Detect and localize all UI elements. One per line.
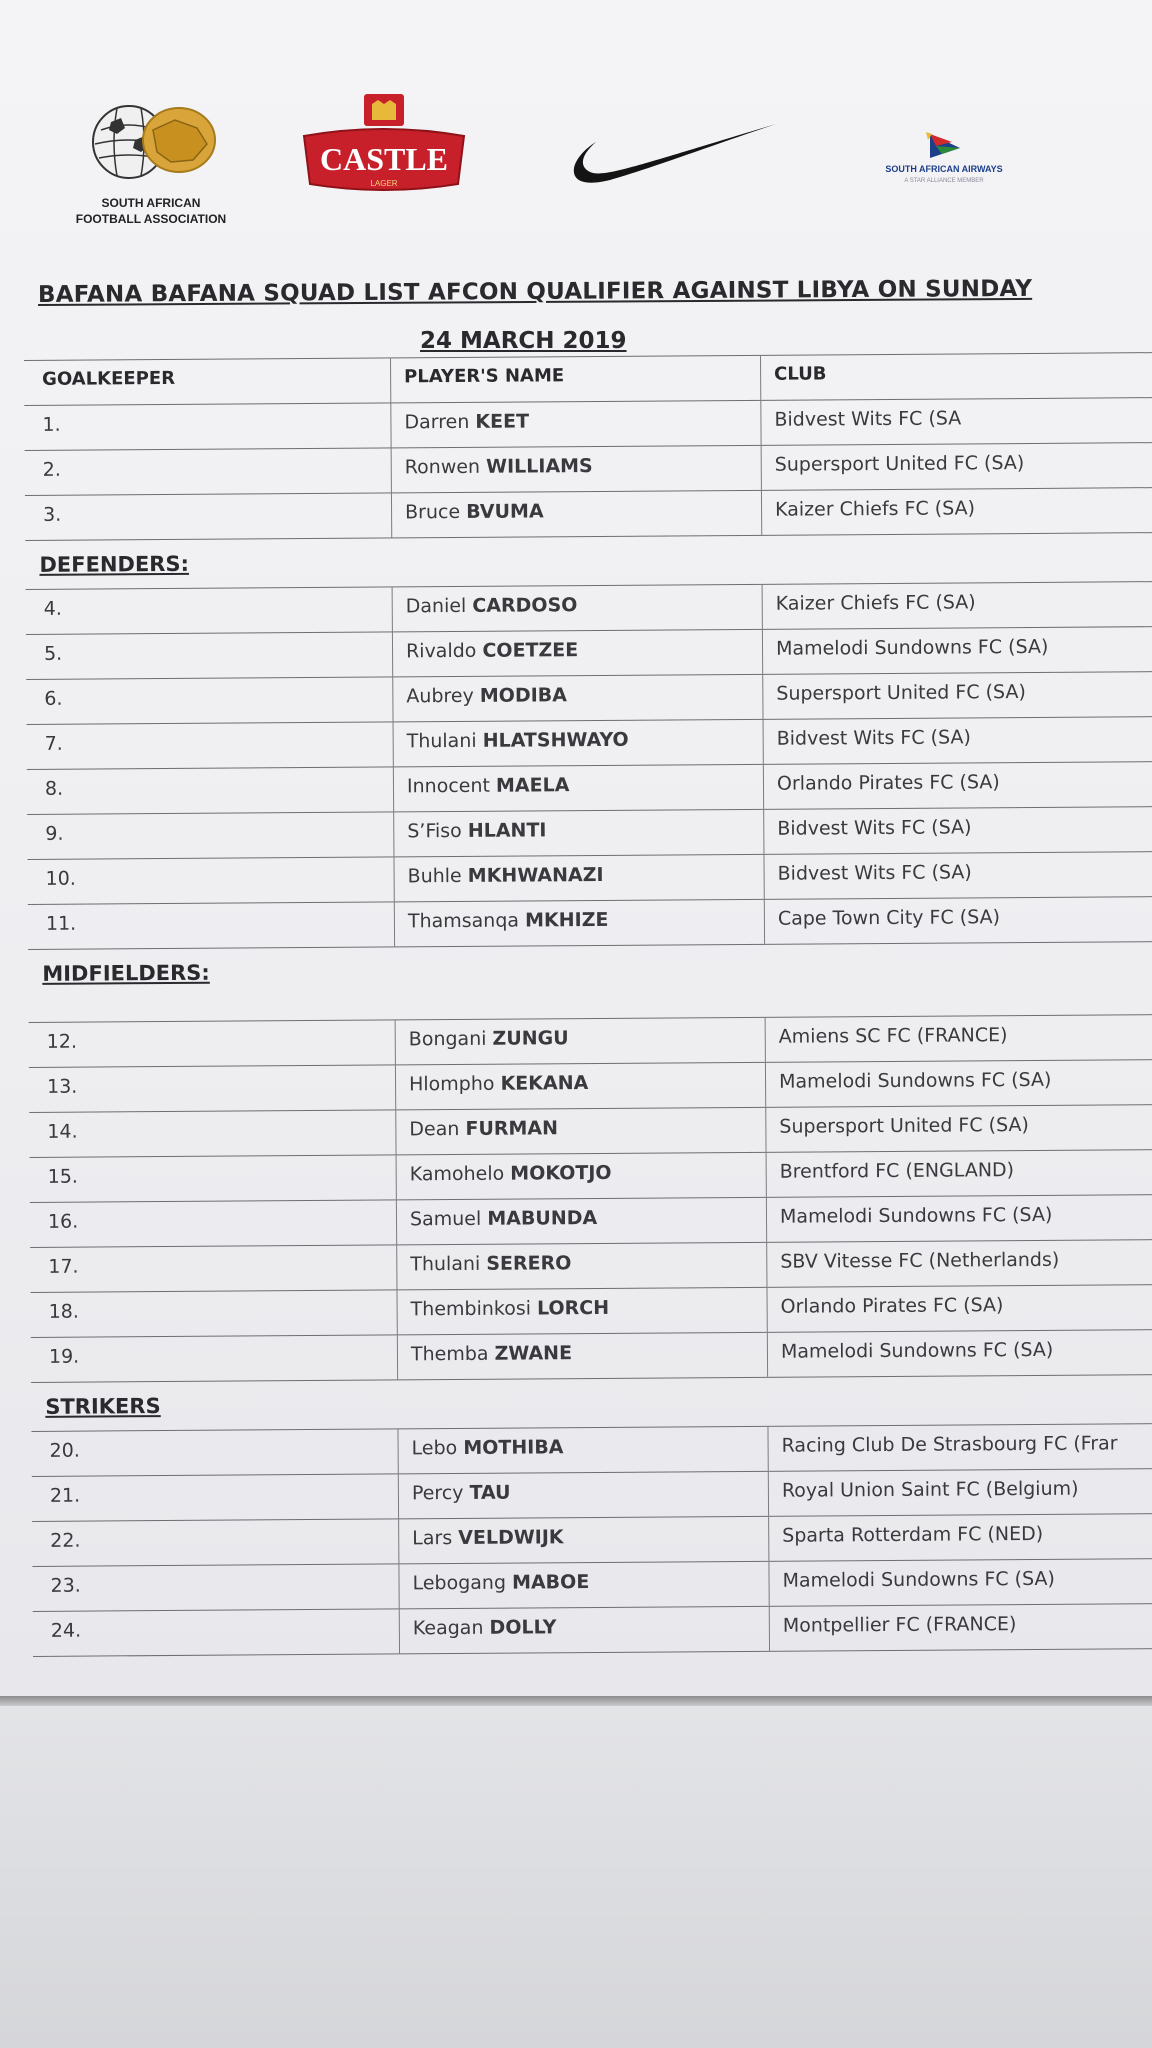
table-row [27, 807, 1152, 860]
section-midfielders [28, 942, 1152, 1023]
player-first-name: Thulani [410, 1252, 481, 1276]
player-number: 1. [42, 413, 61, 436]
player-number: 18. [48, 1300, 79, 1323]
player-name [410, 1207, 597, 1230]
player-name [407, 819, 546, 842]
player-surname: ZUNGU [492, 1027, 569, 1050]
nike-swoosh-icon [566, 118, 780, 198]
player-number: 19. [48, 1345, 80, 1368]
player-name [405, 500, 544, 523]
player-surname: KEET [475, 410, 530, 433]
player-surname: MABUNDA [487, 1207, 598, 1230]
player-name [409, 1072, 588, 1095]
table-row [30, 1240, 1152, 1293]
player-first-name: Ronwen [404, 455, 481, 479]
table-row [29, 1060, 1152, 1113]
striker-rows [31, 1424, 1152, 1657]
player-surname: MAELA [495, 774, 570, 797]
player-surname: MOTHIBA [463, 1436, 564, 1459]
player-club: SBV Vitesse FC (Netherlands) [780, 1248, 1060, 1273]
table-row [29, 1105, 1152, 1158]
player-first-name: Buhle [407, 864, 462, 888]
background-surface [0, 1706, 1152, 2048]
table-row [29, 1015, 1152, 1068]
player-number: 15. [47, 1165, 78, 1188]
player-club: Montpellier FC (FRANCE) [782, 1613, 1017, 1637]
table-row [31, 1285, 1152, 1338]
player-name [409, 1117, 558, 1140]
player-club: Bidvest Wits FC (SA) [776, 726, 971, 750]
castle-wordmark: CASTLE [319, 141, 449, 177]
table-row [26, 672, 1152, 725]
player-first-name: S’Fiso [407, 819, 462, 843]
table-row [30, 1195, 1152, 1248]
player-name [409, 1027, 569, 1050]
player-surname: BVUMA [466, 500, 544, 523]
player-first-name: Thembinkosi [410, 1297, 532, 1321]
player-first-name: Innocent [406, 774, 497, 798]
player-first-name: Darren [404, 410, 470, 434]
nike-logo [566, 118, 780, 198]
player-club: Racing Club De Strasbourg FC (Frar [781, 1432, 1118, 1457]
sponsor-logos [0, 90, 1152, 230]
player-name [408, 864, 604, 887]
saa-name: SOUTH AFRICAN AIRWAYS [885, 164, 1003, 174]
table-row [25, 488, 1152, 541]
player-name [406, 684, 567, 707]
castle-sub-wordmark: LAGER [370, 179, 398, 188]
section-strikers [31, 1375, 1152, 1432]
player-club: Mamelodi Sundowns FC (SA) [778, 1068, 1052, 1093]
player-number: 6. [44, 687, 63, 710]
player-name [413, 1616, 557, 1639]
player-number: 4. [43, 597, 62, 620]
player-club: Cape Town City FC (SA) [777, 906, 1001, 930]
player-club: Supersport United FC (SA) [779, 1114, 1029, 1138]
player-first-name: Lebo [411, 1437, 458, 1460]
midfielders-heading: MIDFIELDERS: [42, 960, 210, 986]
player-club: Royal Union Saint FC (Belgium) [781, 1477, 1079, 1502]
player-number: 11. [45, 912, 77, 935]
player-first-name: Daniel [405, 594, 467, 618]
player-club: Supersport United FC (SA) [774, 452, 1025, 476]
squad-table [24, 352, 1152, 1657]
header-club: CLUB [774, 363, 827, 385]
player-first-name: Lebogang [412, 1571, 507, 1595]
player-surname: HLATSHWAYO [482, 728, 629, 752]
player-name [411, 1297, 610, 1320]
document-title: BAFANA BAFANA SQUAD LIST AFCON QUALIFIER AGAINST LIBYA ON SUNDAY [37, 275, 1033, 308]
player-club: Orlando Pirates FC (SA) [776, 771, 1000, 795]
midfielder-rows [29, 1015, 1152, 1383]
player-name [407, 729, 629, 753]
table-row [27, 762, 1152, 815]
document-date: 24 MARCH 2019 [420, 328, 627, 354]
table-row [31, 1330, 1152, 1383]
player-first-name: Keagan [412, 1616, 490, 1640]
player-name [406, 639, 578, 662]
player-first-name: Thamsanqa [407, 909, 520, 933]
player-first-name: Themba [410, 1342, 489, 1366]
table-row [32, 1559, 1152, 1612]
player-first-name: Lars [412, 1527, 453, 1550]
player-number: 16. [47, 1210, 79, 1233]
player-surname: MOKOTJO [510, 1161, 612, 1185]
player-name [412, 1571, 589, 1594]
player-surname: COETZEE [482, 639, 579, 662]
player-number: 22. [50, 1529, 81, 1552]
table-row [32, 1514, 1152, 1567]
player-club: Sparta Rotterdam FC (NED) [782, 1522, 1044, 1547]
player-surname: MKHWANAZI [467, 863, 604, 887]
player-surname: HLANTI [467, 819, 547, 842]
player-name [407, 774, 570, 797]
player-name [406, 594, 578, 617]
player-number: 5. [43, 642, 63, 665]
player-name [405, 455, 593, 478]
strikers-heading: STRIKERS [45, 1394, 161, 1419]
player-number: 3. [43, 503, 62, 526]
player-surname: LORCH [536, 1296, 610, 1320]
player-number: 2. [42, 458, 61, 481]
player-name [408, 909, 609, 932]
table-row [25, 443, 1152, 496]
paper-edge [0, 1696, 1152, 1706]
player-club: Bidvest Wits FC (SA [774, 407, 962, 431]
safa-text-line2: FOOTBALL ASSOCIATION [75, 212, 227, 226]
table-row [26, 627, 1152, 680]
player-club: Mamelodi Sundowns FC (SA) [779, 1203, 1053, 1228]
player-name [404, 410, 529, 433]
player-first-name: Rivaldo [405, 639, 477, 663]
table-row [26, 582, 1152, 635]
player-surname: SERERO [486, 1252, 572, 1275]
player-club: Orlando Pirates FC (SA) [780, 1294, 1004, 1318]
player-club: Bidvest Wits FC (SA) [777, 861, 972, 885]
defender-rows [26, 582, 1152, 950]
player-number: 13. [46, 1075, 78, 1098]
player-number: 21. [49, 1484, 81, 1507]
player-club: Brentford FC (ENGLAND) [779, 1159, 1015, 1183]
table-row [31, 1424, 1152, 1477]
player-name [410, 1252, 571, 1275]
player-first-name: Hlompho [408, 1072, 501, 1096]
player-number: 14. [47, 1120, 78, 1143]
player-club: Mamelodi Sundowns FC (SA) [782, 1567, 1055, 1592]
player-club: Amiens SC FC (FRANCE) [778, 1024, 1008, 1048]
player-first-name: Aubrey [406, 684, 474, 708]
goalkeeper-rows [24, 398, 1152, 541]
player-surname: KEKANA [500, 1072, 589, 1095]
table-row [24, 398, 1152, 451]
castle-logo-icon [298, 92, 470, 202]
saa-flag-icon [922, 130, 966, 160]
player-first-name: Dean [409, 1117, 460, 1141]
player-name [412, 1482, 511, 1505]
safa-text-line1: SOUTH AFRICAN [101, 196, 201, 210]
player-number: 24. [50, 1619, 82, 1642]
player-number: 7. [44, 732, 63, 755]
player-club: Supersport United FC (SA) [776, 681, 1026, 705]
player-first-name: Thulani [406, 729, 477, 753]
section-defenders [25, 533, 1152, 590]
castle-lager-logo [298, 92, 470, 202]
player-surname: TAU [469, 1481, 511, 1504]
table-row [33, 1604, 1152, 1657]
player-name [410, 1162, 612, 1185]
header-player-name: PLAYER'S NAME [404, 365, 565, 388]
player-number: 9. [45, 822, 64, 845]
player-number: 23. [50, 1574, 81, 1597]
table-row [27, 852, 1152, 905]
player-name [411, 1342, 572, 1365]
player-name [412, 1436, 564, 1459]
safa-emblem-icon [81, 100, 221, 190]
player-club: Mamelodi Sundowns FC (SA) [775, 635, 1049, 660]
player-number: 10. [45, 867, 76, 890]
table-row [27, 717, 1152, 770]
table-row [28, 897, 1152, 950]
table-row [32, 1469, 1152, 1522]
safa-logo [66, 100, 236, 226]
table-header-row [24, 352, 1152, 406]
player-first-name: Bongani [408, 1027, 493, 1051]
player-surname: FURMAN [465, 1117, 559, 1140]
player-number: 8. [44, 777, 64, 800]
player-surname: MABOE [511, 1571, 590, 1594]
player-surname: ZWANE [494, 1342, 573, 1365]
player-club: Bidvest Wits FC (SA) [777, 816, 972, 840]
player-surname: DOLLY [489, 1616, 557, 1639]
table-row [30, 1150, 1152, 1203]
player-first-name: Kamohelo [409, 1162, 511, 1186]
player-name [412, 1526, 564, 1549]
player-club: Mamelodi Sundowns FC (SA) [780, 1338, 1054, 1363]
player-club: Kaizer Chiefs FC (SA) [774, 497, 976, 521]
player-surname: WILLIAMS [486, 455, 593, 478]
player-number: 20. [49, 1439, 80, 1462]
player-surname: MODIBA [479, 684, 568, 707]
player-number: 17. [48, 1255, 79, 1278]
player-surname: CARDOSO [472, 594, 578, 617]
player-surname: VELDWIJK [458, 1526, 564, 1549]
saa-logo [874, 130, 1014, 184]
player-first-name: Bruce [404, 500, 467, 524]
defenders-heading: DEFENDERS: [39, 551, 190, 577]
player-club: Kaizer Chiefs FC (SA) [775, 591, 976, 615]
player-first-name: Percy [411, 1481, 464, 1505]
player-surname: MKHIZE [524, 908, 609, 932]
player-first-name: Samuel [409, 1207, 482, 1231]
saa-tagline: A STAR ALLIANCE MEMBER [904, 178, 984, 184]
player-number: 12. [46, 1030, 78, 1053]
header-goalkeeper: GOALKEEPER [42, 367, 176, 390]
